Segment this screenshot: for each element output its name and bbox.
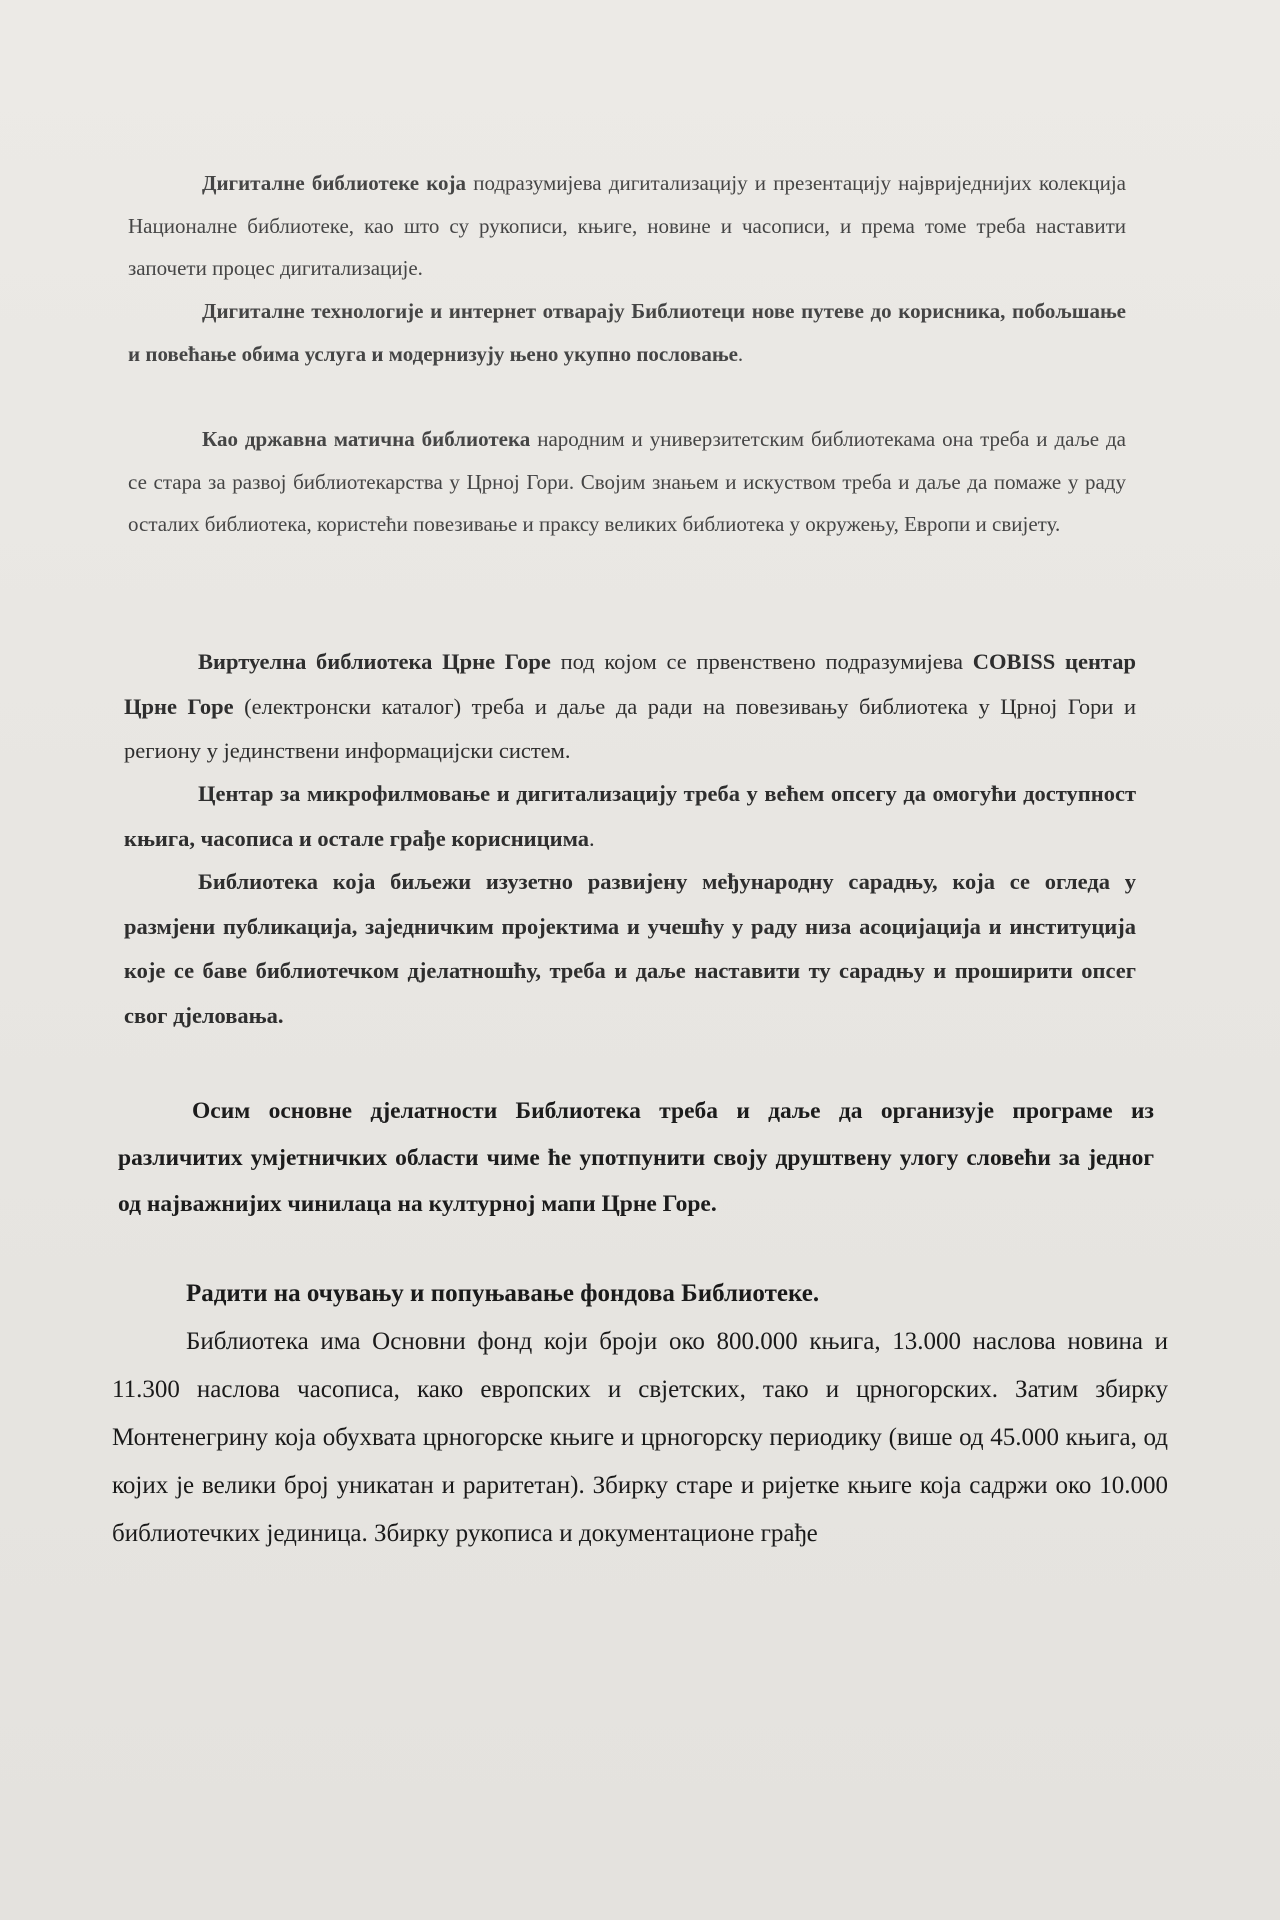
- paragraph-body: .: [589, 825, 595, 851]
- paragraph-national-library: [128, 418, 1126, 546]
- paragraph-digital-library: [128, 162, 1126, 290]
- paragraph-body: народним и универзитетским библиотекама она треба и даље да се стара за развој библиотекарства у Црној Гори. Својим знањем и искуством треба и даље да помаже у раду осталих библиотека, користећи повезивање и праксу великих библиотека у окружењу, Европи и свијету.: [128, 427, 1126, 536]
- paragraph-lead-bold: Осим основне дјелатности Библиотека треба и даље да организује програме из различитих умјетничких области чиме ће употпунити своју друштвену улогу словећи за једног од најважнијих чинилаца на културној мапи Црне Горе.: [118, 1098, 1154, 1217]
- paragraph-collections-heading: [112, 1270, 1168, 1318]
- paragraph-inline-bold: COBISS центар Црне Горе: [124, 649, 1137, 719]
- paragraph-body: .: [737, 341, 744, 366]
- paragraph-cultural-programs: [118, 1088, 1154, 1228]
- paragraph-lead-bold: Као државна матична библиотека: [202, 427, 531, 451]
- paragraph-international-cooperation: [124, 860, 1136, 1038]
- paragraph-body: под којом се првенствено подразумијева: [550, 649, 973, 674]
- paragraph-collections: [112, 1318, 1168, 1558]
- paragraph-lead-bold: Библиотека која биљежи изузетно развијену међународну сарадњу, која се огледа у размјени публикација, заједничким пројектима и учешћу у раду низа асоцијација и институција које се баве библиотечком дјелатношћу, треба и даље наставити ту сарадњу и проширити опсег свог дјеловања.: [124, 869, 1136, 1028]
- paragraph-digital-technologies: [128, 290, 1126, 375]
- paragraph-body: подразумијева дигитализацију и презентацију највриједнијих колекција Националне библиотеке, као што су рукописи, књиге, новине и часописи, и према томе треба наставити започети процес дигитализације.: [128, 171, 1126, 280]
- paragraph-body: (електронски каталог) треба и даље да ради на повезивању библиотека у Црној Гори и региону у јединствени информацијски систем.: [124, 693, 1136, 763]
- paragraph-lead-bold: Дигиталне библиотеке која: [202, 171, 467, 195]
- paragraph-lead-bold: Центар за микрофилмовање и дигитализацију треба у већем опсегу да омогући доступност књига, часописа и остале грађе корисницима: [124, 781, 1136, 851]
- paragraph-body: Библиотека има Основни фонд који броји око 800.000 књига, 13.000 наслова новина и 11.300 наслова часописа, како европских и свјетских, тако и црногорских. Затим збирку Монтенегрину која обухвата црногорске књиге и црногорску периодику (више од 45.000 књига, од којих је велики број уникатан и раритетан). Збирку старе и ријетке књиге која садржи око 10.000 библиотечких јединица. Збирку рукописа и документационе грађе: [112, 1328, 1168, 1547]
- paragraph-lead-bold: Радити на очувању и попуњавање фондова Библиотеке.: [186, 1280, 820, 1307]
- paragraph-lead-bold: Виртуелна библиотека Црне Горе: [198, 649, 551, 674]
- paragraph-lead-bold: Дигиталне технологије и интернет отварају Библиотеци нове путеве до корисника, побољшање и повећање обима услуга и модернизују њено укупно пословање: [128, 299, 1126, 366]
- paragraph-microfilm-center: [124, 772, 1136, 861]
- paragraph-virtual-library: [124, 640, 1136, 774]
